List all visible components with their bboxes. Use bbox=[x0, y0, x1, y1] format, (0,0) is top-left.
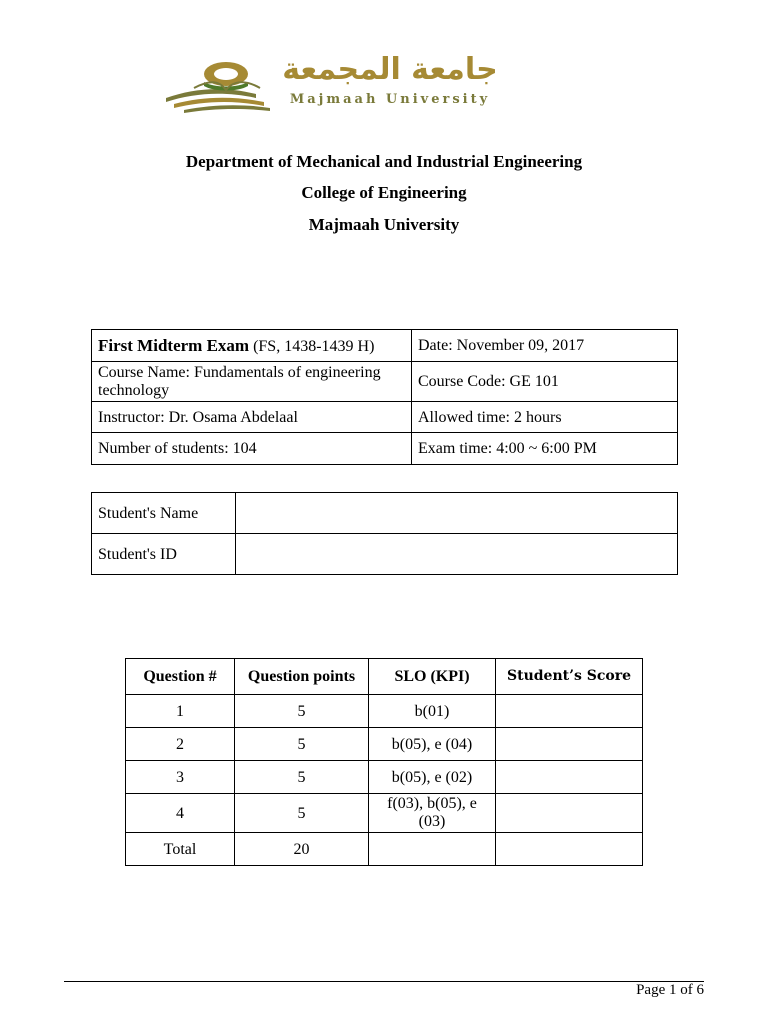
student-score-field[interactable] bbox=[496, 761, 643, 794]
exam-title-cell bbox=[92, 330, 412, 362]
exam-info-row bbox=[92, 433, 678, 465]
instructor: Instructor: Dr. Osama Abdelaal bbox=[92, 402, 412, 433]
question-points: 5 bbox=[235, 794, 369, 833]
total-slo bbox=[369, 833, 496, 866]
department-heading: Department of Mechanical and Industrial Engineering bbox=[185, 152, 583, 171]
student-name-field[interactable] bbox=[236, 493, 678, 534]
question-number-header: Question # bbox=[126, 659, 235, 695]
slo-header: SLO (KPI) bbox=[369, 659, 496, 695]
course-code: Course Code: GE 101 bbox=[412, 362, 678, 402]
college-heading: College of Engineering bbox=[301, 183, 467, 202]
course-name: Course Name: Fundamentals of engineering technology bbox=[92, 362, 412, 402]
exam-info-row bbox=[92, 362, 678, 402]
total-score-field[interactable] bbox=[496, 833, 643, 866]
question-number: 4 bbox=[126, 794, 235, 833]
student-id-row bbox=[92, 534, 678, 575]
table-row bbox=[126, 695, 643, 728]
student-info-table bbox=[91, 492, 678, 575]
student-id-label: Student's ID bbox=[92, 534, 236, 575]
question-points: 5 bbox=[235, 761, 369, 794]
total-label: Total bbox=[126, 833, 235, 866]
logo-arabic-text: جامعة المجمعة bbox=[282, 52, 498, 87]
question-points-header: Question points bbox=[235, 659, 369, 695]
allowed-time: Allowed time: 2 hours bbox=[412, 402, 678, 433]
page-number: Page 1 of 6 bbox=[636, 982, 704, 998]
question-slo: b(05), e (04) bbox=[369, 728, 496, 761]
exam-date: Date: November 09, 2017 bbox=[412, 330, 678, 362]
score-table bbox=[125, 658, 643, 866]
question-number: 1 bbox=[126, 695, 235, 728]
total-points: 20 bbox=[235, 833, 369, 866]
logo-english-text: Majmaah University bbox=[289, 92, 491, 107]
question-points: 5 bbox=[235, 728, 369, 761]
question-number: 2 bbox=[126, 728, 235, 761]
student-score-field[interactable] bbox=[496, 695, 643, 728]
student-id-field[interactable] bbox=[236, 534, 678, 575]
table-row bbox=[126, 794, 643, 833]
university-logo bbox=[164, 52, 509, 114]
question-slo: f(03), b(05), e (03) bbox=[369, 794, 496, 833]
table-row bbox=[126, 728, 643, 761]
question-slo: b(05), e (02) bbox=[369, 761, 496, 794]
exam-title: First Midterm Exam bbox=[98, 335, 250, 355]
score-table-header-row bbox=[126, 659, 643, 695]
exam-time: Exam time: 4:00 ~ 6:00 PM bbox=[412, 433, 678, 465]
total-row bbox=[126, 833, 643, 866]
university-heading: Majmaah University bbox=[308, 215, 460, 234]
question-points: 5 bbox=[235, 695, 369, 728]
student-name-label: Student's Name bbox=[92, 493, 236, 534]
student-score-field[interactable] bbox=[496, 728, 643, 761]
student-name-row bbox=[92, 493, 678, 534]
exam-info-row bbox=[92, 330, 678, 362]
footer-divider bbox=[64, 981, 704, 982]
exam-info-table bbox=[91, 329, 678, 465]
student-score-field[interactable] bbox=[496, 794, 643, 833]
exam-info-row bbox=[92, 402, 678, 433]
exam-term: (FS, 1438-1439 H) bbox=[253, 337, 375, 355]
table-row bbox=[126, 761, 643, 794]
number-of-students: Number of students: 104 bbox=[92, 433, 412, 465]
question-slo: b(01) bbox=[369, 695, 496, 728]
student-score-header: Student’s Score bbox=[496, 659, 643, 695]
question-number: 3 bbox=[126, 761, 235, 794]
